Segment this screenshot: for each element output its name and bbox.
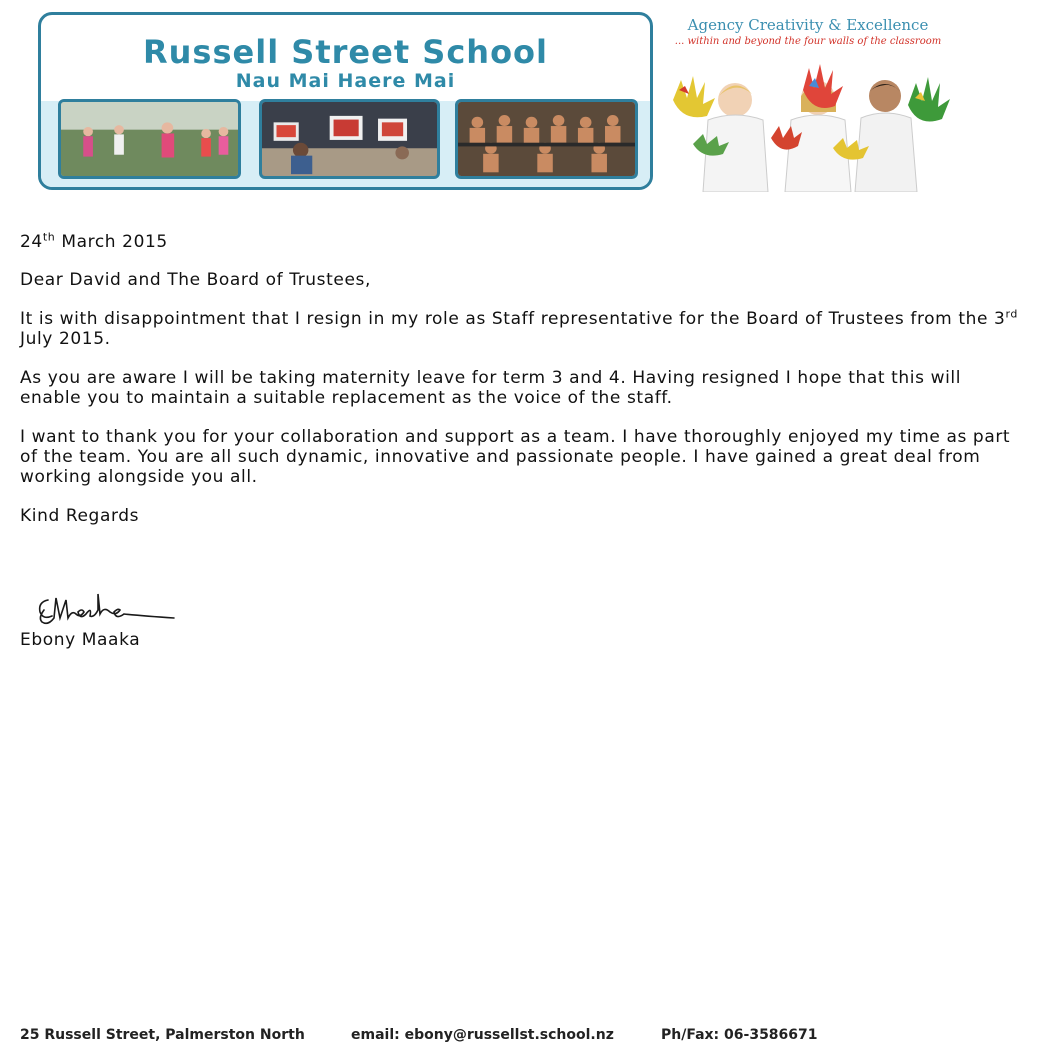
footer-address: 25 Russell Street, Palmerston North	[20, 1027, 305, 1043]
paragraph-maternity: As you are aware I will be taking maternity leave for term 3 and 4. Having resigned I hope that this will enable you to maintain a suitable replacement as the voice of the staff.	[20, 368, 962, 408]
computer-lab-photo	[259, 99, 440, 179]
date-month-year: March 2015	[55, 232, 168, 252]
date-day: 24	[20, 232, 43, 252]
paragraph-resignation-suffix: rd	[1005, 307, 1018, 321]
salutation: Dear David and The Board of Trustees,	[20, 270, 371, 290]
tagline-sub: ... within and beyond the four walls of the classroom	[674, 36, 942, 47]
footer-email: email: ebony@russellst.school.nz	[351, 1027, 614, 1043]
letter-body	[20, 232, 1020, 526]
signer-name: Ebony Maaka	[20, 630, 141, 650]
date-suffix: th	[42, 230, 56, 244]
paragraph-resignation	[20, 309, 1020, 349]
tagline-main: Agency Creativity & Excellence	[687, 16, 929, 34]
haka-group-photo	[455, 99, 638, 179]
closing: Kind Regards	[20, 506, 140, 526]
letterhead-banner	[38, 12, 653, 190]
school-tagline	[660, 16, 956, 47]
paragraph-thanks: I want to thank you for your collaboration and support as a team. I have thoroughly enjoyed my time as part of the team. You are all such dynamic, innovative and passionate people. I have gained a great deal from working alongside you all.	[20, 427, 1011, 487]
letter-date	[20, 232, 1020, 252]
footer-phone: Ph/Fax: 06-3586671	[661, 1027, 818, 1043]
painted-hands-kids-photo	[653, 60, 963, 192]
school-greeting: Nau Mai Haere Mai	[235, 70, 456, 92]
handwritten-signature	[34, 588, 179, 630]
paragraph-resignation-end: July 2015.	[20, 329, 111, 349]
children-running-photo	[58, 99, 241, 179]
paragraph-resignation-text: It is with disappointment that I resign in my role as Staff representative for the Board of Trustees from the 3	[20, 309, 1006, 329]
school-name: Russell Street School	[143, 33, 548, 71]
